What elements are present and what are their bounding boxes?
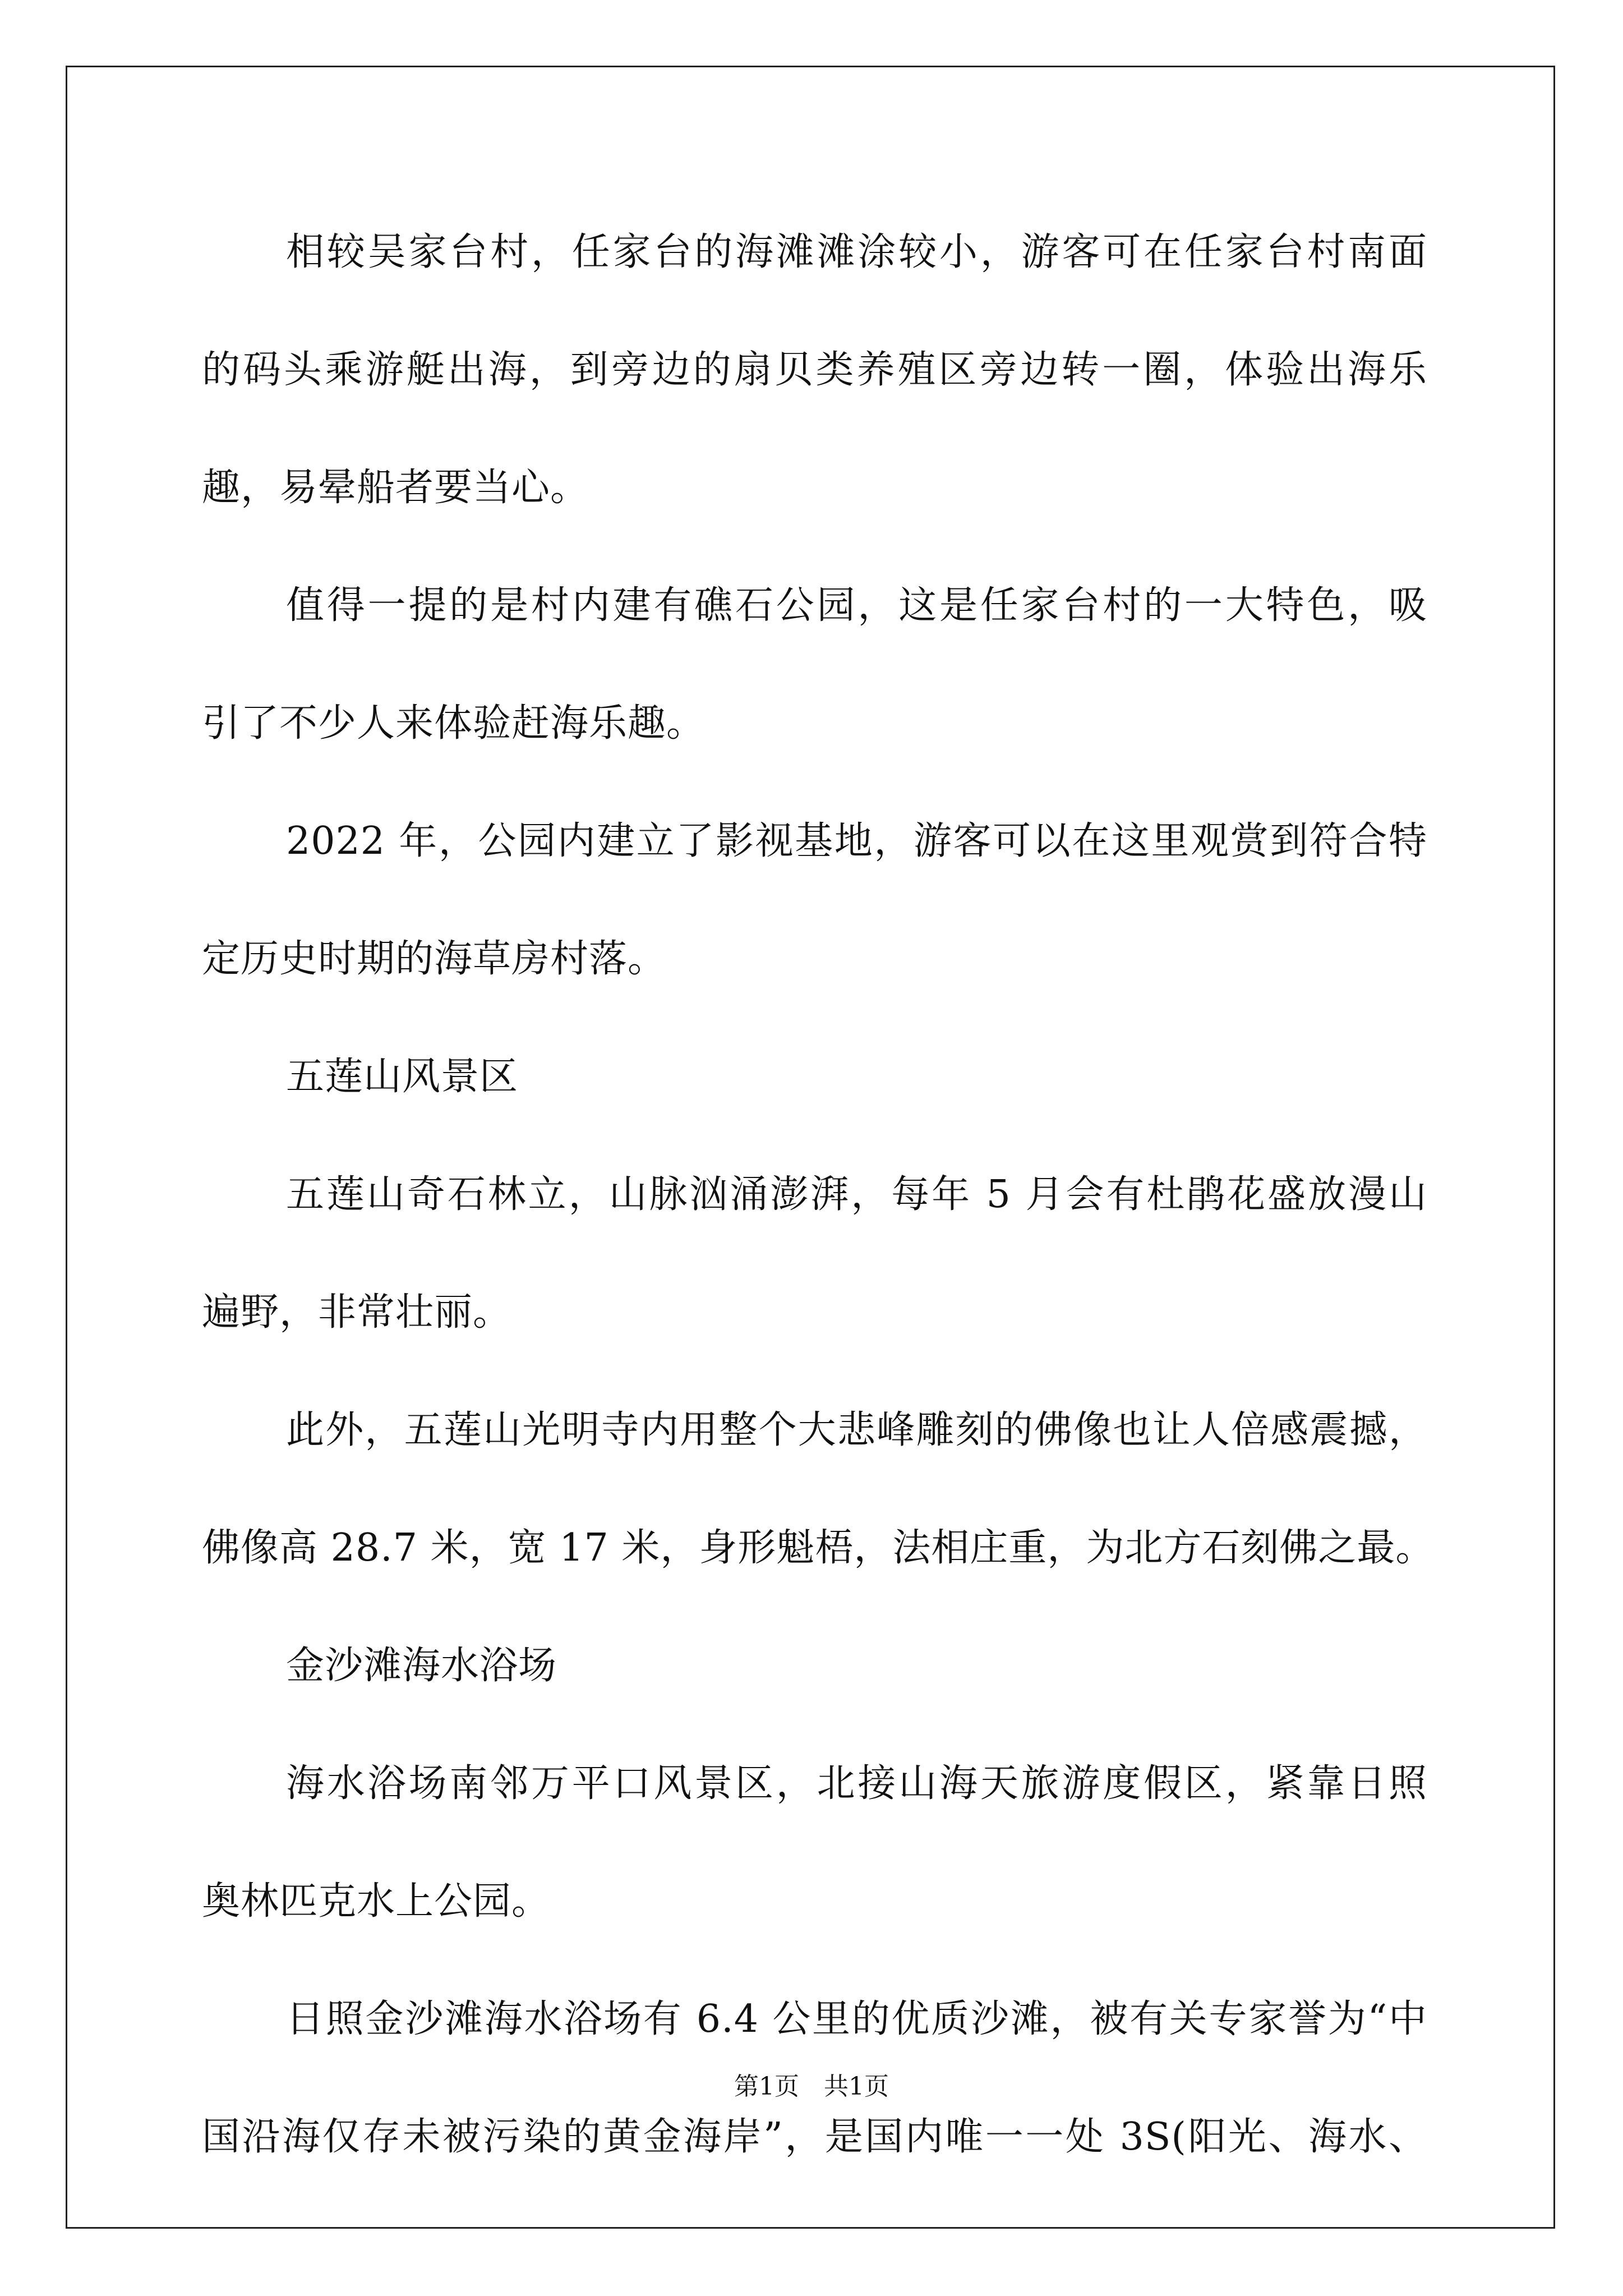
paragraph-line: 五莲山奇石林立，山脉汹涌澎湃，每年 5 月会有杜鹃花盛放漫山 [286, 1172, 1427, 1217]
paragraph-line: 国沿海仅存未被污染的黄金海岸”，是国内唯一一处 3S(阳光、海水、 [202, 2115, 1427, 2159]
paragraph-line: 引了不少人来体验赶海乐趣。 [202, 701, 706, 746]
section-heading: 金沙滩海水浴场 [286, 1644, 557, 1688]
paragraph-line: 此外，五莲山光明寺内用整个大悲峰雕刻的佛像也让人倍感震撼， [286, 1408, 1427, 1452]
paragraph-line: 相较吴家台村，任家台的海滩滩涂较小，游客可在任家台村南面 [286, 230, 1427, 274]
paragraph-line: 日照金沙滩海水浴场有 6.4 公里的优质沙滩，被有关专家誉为“中 [286, 1997, 1427, 2041]
paragraph-line: 值得一提的是村内建有礁石公园，这是任家台村的一大特色，吸 [286, 583, 1427, 628]
paragraph-line: 佛像高 28.7 米，宽 17 米，身形魁梧，法相庄重，为北方石刻佛之最。 [202, 1526, 1435, 1570]
paragraph-line: 定历史时期的海草房村落。 [202, 937, 667, 981]
document-body [202, 213, 1435, 2216]
paragraph-line: 遍野，非常壮丽。 [202, 1290, 512, 1335]
paragraph-line: 海水浴场南邻万平口风景区，北接山海天旅游度假区，紧靠日照 [286, 1761, 1427, 1806]
paragraph-line: 2022 年，公园内建立了影视基地，游客可以在这里观赏到符合特 [286, 819, 1427, 863]
page-footer: 第1页 共1页 [734, 2072, 889, 2101]
paragraph-line: 趣，易晕船者要当心。 [202, 466, 589, 510]
section-heading: 五莲山风景区 [286, 1055, 519, 1099]
paragraph-line: 的码头乘游艇出海，到旁边的扇贝类养殖区旁边转一圈，体验出海乐 [202, 348, 1427, 392]
paragraph-line: 奥林匹克水上公园。 [202, 1879, 551, 1924]
